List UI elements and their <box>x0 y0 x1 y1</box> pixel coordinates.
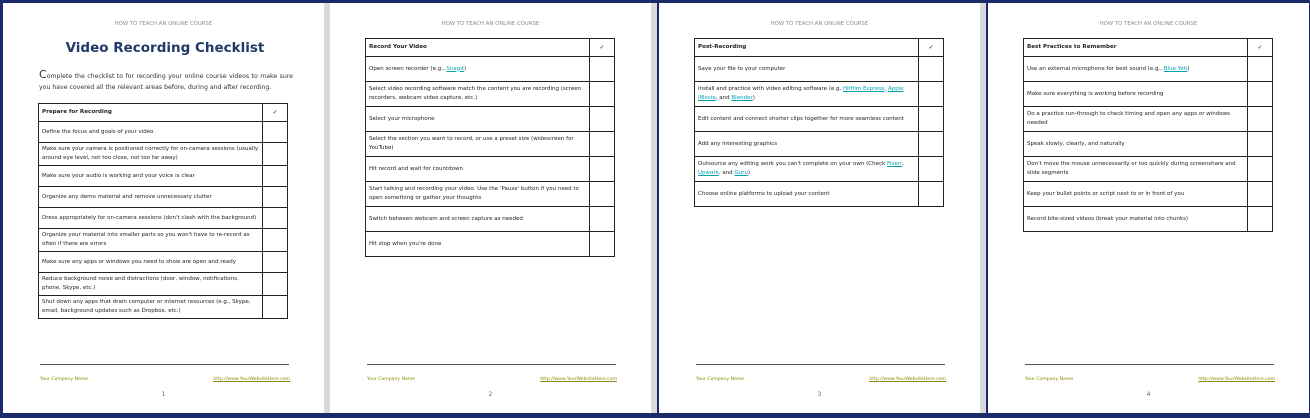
checkbox-cell[interactable] <box>1248 57 1273 82</box>
checkbox-cell[interactable] <box>263 208 288 229</box>
checklist-row <box>1024 207 1273 232</box>
checkmark-icon: ✓ <box>919 39 944 57</box>
section-heading: Record Your Video <box>366 39 590 57</box>
page-number: 4 <box>1146 391 1151 398</box>
checklist-row <box>366 232 615 257</box>
checklist-row <box>695 132 944 157</box>
footer-divider <box>40 364 289 365</box>
checklist-item-text: Switch between webcam and screen capture as needed <box>366 207 590 232</box>
checklist-row <box>1024 107 1273 132</box>
checkbox-cell[interactable] <box>1248 132 1273 157</box>
checkbox-cell[interactable] <box>590 232 615 257</box>
footer-company: Your Company Name <box>40 377 89 382</box>
running-head: HOW TO TEACH AN ONLINE COURSE <box>441 21 540 27</box>
checklist-item-text: Record bite-sized videos (break your material into chunks) <box>1024 207 1248 232</box>
checkbox-cell[interactable] <box>919 107 944 132</box>
checkbox-cell[interactable] <box>919 182 944 207</box>
checklist-row <box>39 143 288 166</box>
checklist-item-text: Outsource any editing work you can't complete on your own (Check Fiverr, Upwork, and Guru) <box>695 157 919 182</box>
checkbox-cell[interactable] <box>263 229 288 252</box>
resource-link[interactable]: Guru <box>734 170 748 176</box>
checklist-item-text: Shut down any apps that drain computer or internet resources (e.g., Skype, email, background updates such as Dropbox, etc.) <box>39 296 263 319</box>
checklist-item-text: Use an external microphone for best sound (e.g., Blue Yeti) <box>1024 57 1248 82</box>
checklist-item-text: Define the focus and goals of your video <box>39 122 263 143</box>
resource-link[interactable]: Snagit <box>446 65 464 72</box>
checklist-row <box>39 273 288 296</box>
checkmark-icon: ✓ <box>263 104 288 122</box>
checklist-item-text: Install and practice with video editing software (e.g. Hitfilm Express, Apple iMovie, and Blender) <box>695 82 919 107</box>
checklist-row <box>366 82 615 107</box>
checklist-item-text: Reduce background noise and distractions (door, window, notifications, phone, Skype, etc.) <box>39 273 263 296</box>
resource-link[interactable]: Upwork <box>698 170 719 176</box>
checkbox-cell[interactable] <box>590 82 615 107</box>
checkbox-cell[interactable] <box>263 143 288 166</box>
footer-website-link[interactable]: http://www.YourWebsiteHere.com <box>213 377 290 382</box>
resource-link[interactable]: Blender <box>731 95 753 101</box>
document-title: Video Recording Checklist <box>65 40 265 56</box>
checklist-row <box>695 182 944 207</box>
checklist-item-text: Edit content and connect shorter clips together for more seamless content <box>695 107 919 132</box>
resource-link[interactable]: Hitfilm Express <box>843 86 885 92</box>
page-2 <box>330 3 651 413</box>
checklist-item-text: Speak slowly, clearly, and naturally <box>1024 132 1248 157</box>
checkbox-cell[interactable] <box>1248 182 1273 207</box>
intro-paragraph <box>39 69 293 93</box>
checklist-item-text: Hit record and wait for countdown <box>366 157 590 182</box>
checklist-item-text: Dress appropriately for on-camera sessions (don't clash with the background) <box>39 208 263 229</box>
checkbox-cell[interactable] <box>1248 157 1273 182</box>
resource-link[interactable]: Fiverr <box>886 161 903 167</box>
checklist-item-text: Save your file to your computer <box>695 57 919 82</box>
checkbox-cell[interactable] <box>263 187 288 208</box>
checklist-row <box>39 229 288 252</box>
page-number: 1 <box>161 391 166 398</box>
checklist-item-text: Do a practice run-through to check timing and open any apps or windows needed <box>1024 107 1248 132</box>
footer-website-link[interactable]: http://www.YourWebsiteHere.com <box>1198 377 1275 382</box>
checkbox-cell[interactable] <box>590 57 615 82</box>
checklist-table <box>1023 38 1273 232</box>
checklist-row <box>366 57 615 82</box>
checklist-table <box>365 38 615 257</box>
resource-link[interactable]: Blue Yeti <box>1163 65 1188 72</box>
checkbox-cell[interactable] <box>919 157 944 182</box>
checklist-item-text: Organize any demo material and remove unnecessary clutter <box>39 187 263 208</box>
running-head: HOW TO TEACH AN ONLINE COURSE <box>114 21 213 27</box>
checklist-row <box>1024 157 1273 182</box>
checklist-row <box>695 82 944 107</box>
checklist-row <box>366 107 615 132</box>
section-heading: Prepare for Recording <box>39 104 263 122</box>
checklist-item-text: Add any interesting graphics <box>695 132 919 157</box>
checklist-item-text: Don't move the mouse unnecessarily or too quickly during screenshare and slide segments <box>1024 157 1248 182</box>
page-4 <box>988 3 1309 413</box>
page-gutter <box>980 3 986 413</box>
running-head: HOW TO TEACH AN ONLINE COURSE <box>770 21 869 27</box>
footer-company: Your Company Name <box>696 377 745 382</box>
checkbox-cell[interactable] <box>263 122 288 143</box>
checklist-row <box>366 182 615 207</box>
checkbox-cell[interactable] <box>263 252 288 273</box>
checklist-row <box>39 252 288 273</box>
page-gutter <box>651 3 657 413</box>
checkbox-cell[interactable] <box>1248 107 1273 132</box>
footer-divider <box>367 364 616 365</box>
checklist-row <box>695 157 944 182</box>
section-heading: Best Practices to Remember <box>1024 39 1248 57</box>
checkmark-icon: ✓ <box>590 39 615 57</box>
checklist-item-text: Open screen recorder (e.g., Snagit) <box>366 57 590 82</box>
checkbox-cell[interactable] <box>590 107 615 132</box>
checkbox-cell[interactable] <box>919 82 944 107</box>
footer-website-link[interactable]: http://www.YourWebsiteHere.com <box>869 377 946 382</box>
checklist-row <box>39 187 288 208</box>
checklist-item-text: Choose online platforms to upload your content <box>695 182 919 207</box>
checkbox-cell[interactable] <box>590 182 615 207</box>
checklist-row <box>39 208 288 229</box>
page-number: 3 <box>817 391 822 398</box>
footer-company: Your Company Name <box>1025 377 1074 382</box>
checkbox-cell[interactable] <box>919 57 944 82</box>
checklist-item-text: Select the section you want to record, or use a preset size (widescreen for YouTube) <box>366 132 590 157</box>
checklist-item-text: Organize your material into smaller parts so you won't have to re-record as often if there are errors <box>39 229 263 252</box>
page-number: 2 <box>488 391 493 398</box>
checklist-row <box>1024 82 1273 107</box>
checkbox-cell[interactable] <box>590 132 615 157</box>
checklist-row <box>1024 182 1273 207</box>
footer-divider <box>1025 364 1274 365</box>
checklist-table <box>694 38 944 207</box>
checkbox-cell[interactable] <box>263 166 288 187</box>
footer-website-link[interactable]: http://www.YourWebsiteHere.com <box>540 377 617 382</box>
checklist-row <box>39 296 288 319</box>
footer-divider <box>696 364 945 365</box>
checklist-row <box>695 57 944 82</box>
checklist-row <box>695 107 944 132</box>
checklist-item-text: Make sure your audio is working and your voice is clear <box>39 166 263 187</box>
checklist-row <box>366 207 615 232</box>
running-head: HOW TO TEACH AN ONLINE COURSE <box>1099 21 1198 27</box>
checklist-item-text: Make sure everything is working before recording <box>1024 82 1248 107</box>
checklist-row <box>1024 57 1273 82</box>
footer-company: Your Company Name <box>367 377 416 382</box>
checklist-item-text: Keep your bullet points or script next to or in front of you <box>1024 182 1248 207</box>
checkbox-cell[interactable] <box>1248 82 1273 107</box>
resource-link[interactable]: Apple iMovie <box>698 86 904 101</box>
checkbox-cell[interactable] <box>263 273 288 296</box>
checklist-item-text: Make sure your camera is positioned correctly for on-camera sessions (usually around eye level, not too close, not too far away) <box>39 143 263 166</box>
section-heading: Post-Recording <box>695 39 919 57</box>
checkbox-cell[interactable] <box>1248 207 1273 232</box>
page-3 <box>659 3 980 413</box>
intro-drop-cap: C <box>39 68 47 81</box>
checklist-row <box>366 132 615 157</box>
checklist-row <box>366 157 615 182</box>
checkmark-icon: ✓ <box>1248 39 1273 57</box>
checkbox-cell[interactable] <box>263 296 288 319</box>
checklist-row <box>1024 132 1273 157</box>
checklist-item-text: Select your microphone <box>366 107 590 132</box>
checkbox-cell[interactable] <box>919 132 944 157</box>
checklist-item-text: Select video recording software match the content you are recording (screen recorders, webcam video capture, etc.) <box>366 82 590 107</box>
page-1 <box>3 3 324 413</box>
intro-text: omplete the checklist to for recording your online course videos to make sure you have covered all the relevant areas before, during and after recording. <box>39 73 293 91</box>
checklist-item-text: Make sure any apps or windows you need to show are open and ready <box>39 252 263 273</box>
checklist-item-text: Hit stop when you're done <box>366 232 590 257</box>
checklist-table <box>38 103 288 319</box>
checkbox-cell[interactable] <box>590 157 615 182</box>
checklist-row <box>39 122 288 143</box>
checklist-row <box>39 166 288 187</box>
checklist-item-text: Start talking and recording your video. Use the 'Pause' button if you need to open something or gather your thoughts <box>366 182 590 207</box>
checkbox-cell[interactable] <box>590 207 615 232</box>
